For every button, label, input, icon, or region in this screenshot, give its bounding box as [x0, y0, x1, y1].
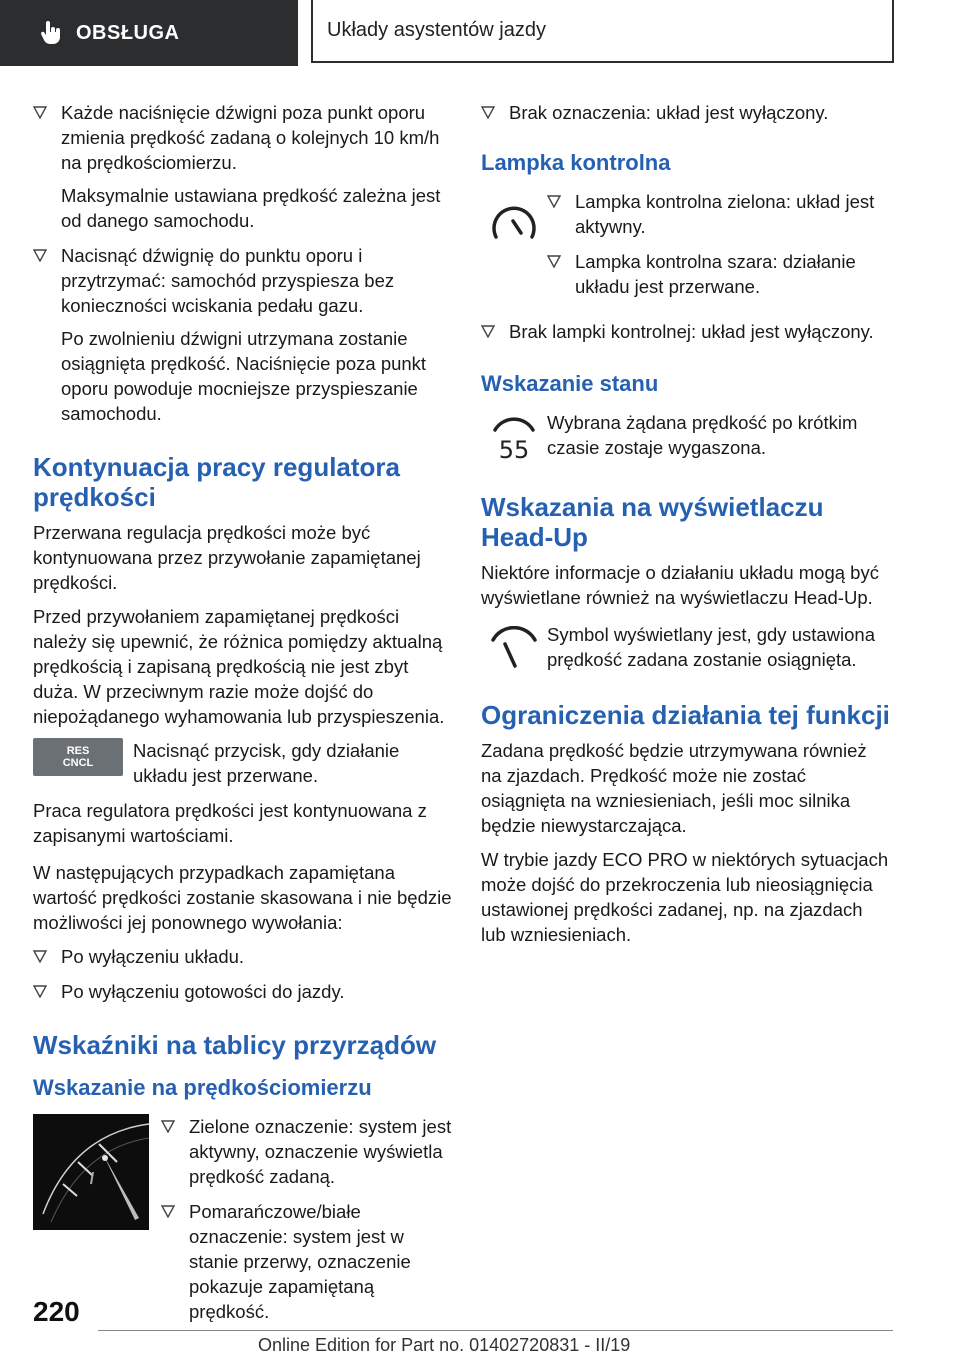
hand-pointer-icon [38, 20, 64, 46]
footer-divider [98, 1330, 893, 1331]
section-tab-label: OBSŁUGA [76, 21, 180, 44]
res-label: RES [66, 745, 90, 757]
speedometer-bullets [161, 1114, 453, 1334]
list-item [33, 243, 453, 426]
lampka-row [481, 189, 891, 309]
footer-edition: Online Edition for Part no. 01402720831 - II/19 [258, 1335, 631, 1355]
res-cncl-button-image [33, 738, 123, 776]
paragraph: Przed przywołaniem zapamiętanej prędkości należy się upewnić, że różnica pomiędzy aktualną prędkością i zapisaną prędkością nie jest zbyt duża. W przeciwnym razie może dojść do niepożądanego wyhamowania lub przyspieszenia. [33, 606, 445, 727]
right-column [481, 100, 891, 956]
page-header [0, 0, 960, 66]
list-item-text: Pomarańczowe/białe oznaczenie: system jest w stanie przerwy, oznaczenie pokazuje zapamiętaną prędkość. [189, 1201, 411, 1322]
headup-speed-icon [481, 622, 547, 672]
headup-row [481, 622, 891, 672]
triangle-bullet-icon [33, 249, 47, 262]
heading-headup: Wskazania na wyświetlaczu Head-Up [481, 492, 824, 552]
list-item-text: Brak oznaczenia: układ jest wyłączony. [509, 102, 829, 123]
page-number: 220 [33, 1296, 80, 1327]
headup-text: Symbol wyświetlany jest, gdy ustawiona prędkość zadana zostanie osiągnięta. [547, 624, 876, 670]
triangle-bullet-icon [481, 106, 495, 119]
triangle-bullet-icon [547, 255, 561, 268]
list-item-text: Po wyłączeniu gotowości do jazdy. [61, 981, 345, 1002]
section-tab[interactable] [0, 0, 298, 66]
list-item [547, 189, 891, 239]
triangle-bullet-icon [481, 325, 495, 338]
triangle-bullet-icon [161, 1120, 175, 1133]
list-item [161, 1199, 453, 1324]
paragraph: W trybie jazdy ECO PRO w niektórych sytuacjach może dojść do przekroczenia lub nieosiągnięcia ustawionej prędkości zadanej, np. na zjazdach lub wzniesieniach. [481, 849, 889, 945]
chapter-title [311, 0, 894, 63]
triangle-bullet-icon [33, 950, 47, 963]
list-item-subtext: Maksymalnie ustawiana prędkość zależna jest od danego samochodu. [61, 185, 441, 231]
heading-predkosciomierz: Wskazanie na prędkościomierzu [33, 1075, 372, 1100]
list-item-text: Lampka kontrolna szara: działanie układu jest przerwane. [575, 251, 856, 297]
cncl-label: CNCL [62, 757, 94, 769]
heading-wskazniki: Wskaźniki na tablicy przyrządów [33, 1030, 437, 1060]
triangle-bullet-icon [547, 195, 561, 208]
paragraph: Zadana prędkość będzie utrzymywana również na zjazdach. Prędkość może nie zostać osiągnięta na wzniesieniach, jeśli moc silnika będzie niewystarczająca. [481, 740, 867, 836]
list-item [33, 979, 453, 1004]
heading-kontynuacja: Kontynuacja pracy regulatora prędkości [33, 452, 400, 512]
list-item-text: Zielone oznaczenie: system jest aktywny, oznaczenie wyświetla prędkość zadaną. [189, 1116, 452, 1187]
heading-stan: Wskazanie stanu [481, 371, 659, 396]
stan-row [481, 410, 891, 462]
paragraph: Przerwana regulacja prędkości może być kontynuowana przez przywołanie zapamiętanej prędkości. [33, 522, 421, 593]
speedometer-section [33, 1114, 453, 1334]
lampka-bullets [547, 189, 891, 309]
cruise-control-icon [481, 189, 547, 245]
res-button-row [33, 738, 453, 788]
chapter-title-text: Układy asystentów jazdy [327, 19, 546, 41]
res-button-text: Nacisnąć przycisk, gdy działanie układu jest przerwane. [133, 740, 400, 786]
list-item [547, 249, 891, 299]
list-item [481, 319, 891, 344]
paragraph: Niektóre informacje o działaniu układu mogą być wyświetlane również na wyświetlaczu Head-Up. [481, 562, 879, 608]
list-item [33, 100, 453, 233]
list-item-text: Nacisnąć dźwignię do punktu oporu i przytrzymać: samochód przyspiesza bez konieczności wciskania pedału gazu. [61, 245, 395, 316]
list-item-text: Brak lampki kontrolnej: układ jest wyłączony. [509, 321, 874, 342]
triangle-bullet-icon [33, 985, 47, 998]
list-item-text: Lampka kontrolna zielona: układ jest aktywny. [575, 191, 875, 237]
list-item-text: Po wyłączeniu układu. [61, 946, 245, 967]
triangle-bullet-icon [161, 1205, 175, 1218]
list-item-subtext: Po zwolnieniu dźwigni utrzymana zostanie osiągnięta prędkość. Naciśnięcie poza punkt oporu powoduje mocniejsze przyspieszanie samochodu. [61, 328, 427, 424]
heading-lampka: Lampka kontrolna [481, 150, 671, 175]
paragraph: Praca regulatora prędkości jest kontynuowana z zapisanymi wartościami. [33, 800, 427, 846]
speedometer-image [33, 1114, 149, 1236]
paragraph: W następujących przypadkach zapamiętana wartość prędkości zostanie skasowana i nie będzie możliwości jej ponownego wywołania: [33, 862, 452, 933]
triangle-bullet-icon [33, 106, 47, 119]
left-column [33, 100, 453, 1334]
list-item [161, 1114, 453, 1189]
speed-setpoint-icon [481, 410, 547, 462]
heading-ograniczenia: Ograniczenia działania tej funkcji [481, 700, 890, 730]
list-item-text: Każde naciśnięcie dźwigni poza punkt oporu zmienia prędkość zadaną o kolejnych 10 km/h na prędkościomierzu. [61, 102, 440, 173]
list-item [33, 944, 453, 969]
list-item [481, 100, 891, 125]
stan-text: Wybrana żądana prędkość po krótkim czasie zostaje wygaszona. [547, 412, 858, 458]
speed-setpoint-value: 55 [498, 436, 530, 462]
